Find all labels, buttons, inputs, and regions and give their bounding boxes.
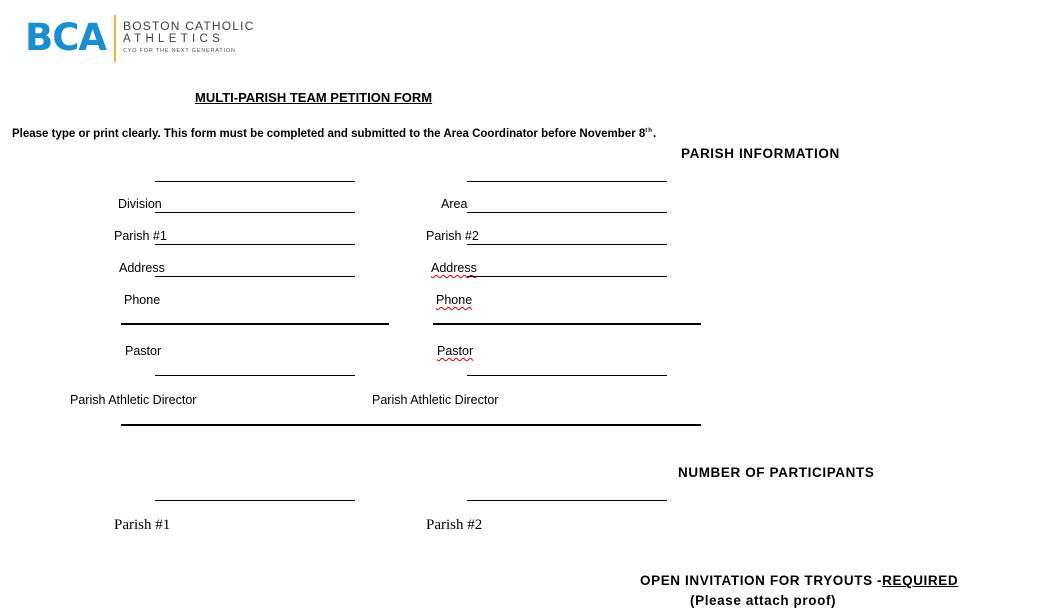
- participants-parish2-field[interactable]: [467, 500, 667, 501]
- instructions-text: Please type or print clearly. This form must be completed and submitted to the Area Coordinator before November 8: [12, 128, 646, 140]
- division-field[interactable]: [155, 212, 355, 213]
- address1-label: Address: [119, 261, 165, 275]
- blank-line-top-2[interactable]: [467, 181, 667, 182]
- blank-line-top-1[interactable]: [155, 181, 355, 182]
- phone1-field[interactable]: [121, 323, 389, 325]
- athletic-director-field[interactable]: [121, 424, 701, 426]
- form-title: MULTI-PARISH TEAM PETITION FORM: [195, 90, 433, 105]
- tryouts-heading: [640, 573, 958, 588]
- area-label: Area: [441, 197, 468, 211]
- parish1-label: Parish #1: [114, 229, 167, 243]
- pastor1-field[interactable]: [155, 375, 355, 376]
- phone2-label: Phone: [436, 293, 473, 307]
- tryouts-note: (Please attach proof): [690, 593, 837, 608]
- logo-line-1: BOSTON CATHOLIC: [123, 19, 255, 33]
- address2-field[interactable]: [467, 276, 667, 277]
- division-label: Division: [118, 197, 162, 211]
- form-instructions: [12, 128, 656, 140]
- phone1-label: Phone: [124, 293, 161, 307]
- phone2-field[interactable]: [433, 323, 701, 325]
- logo-tagline: CYO FOR THE NEXT GENERATION: [123, 48, 236, 54]
- instructions-sup: th: [645, 128, 653, 135]
- participants-heading: NUMBER OF PARTICIPANTS: [678, 465, 875, 480]
- participants-parish1-field[interactable]: [155, 500, 355, 501]
- bca-logo: BCA: [25, 16, 106, 59]
- pastor1-label: Pastor: [125, 344, 162, 358]
- instructions-end: .: [652, 128, 657, 140]
- parish1-field[interactable]: [155, 244, 355, 245]
- logo-divider: [114, 15, 116, 62]
- parish2-field[interactable]: [467, 244, 667, 245]
- address1-field[interactable]: [155, 276, 355, 277]
- parish2-label: Parish #2: [426, 229, 479, 243]
- parish-information-heading: PARISH INFORMATION: [681, 146, 840, 161]
- logo-line-2: ATHLETICS: [123, 33, 225, 45]
- participants-parish2-label: Parish #2: [426, 517, 483, 533]
- pastor2-field[interactable]: [467, 375, 667, 376]
- pastor2-label: Pastor: [437, 344, 474, 358]
- area-field[interactable]: [467, 212, 667, 213]
- athletic-director1-label: Parish Athletic Director: [70, 393, 197, 407]
- participants-parish1-label: Parish #1: [114, 517, 171, 533]
- athletic-director2-label: Parish Athletic Director: [372, 393, 499, 407]
- address2-label: Address: [431, 261, 477, 275]
- required-text: REQUIRED: [882, 573, 959, 588]
- tryouts-heading-text: OPEN INVITATION FOR TRYOUTS -: [640, 573, 883, 588]
